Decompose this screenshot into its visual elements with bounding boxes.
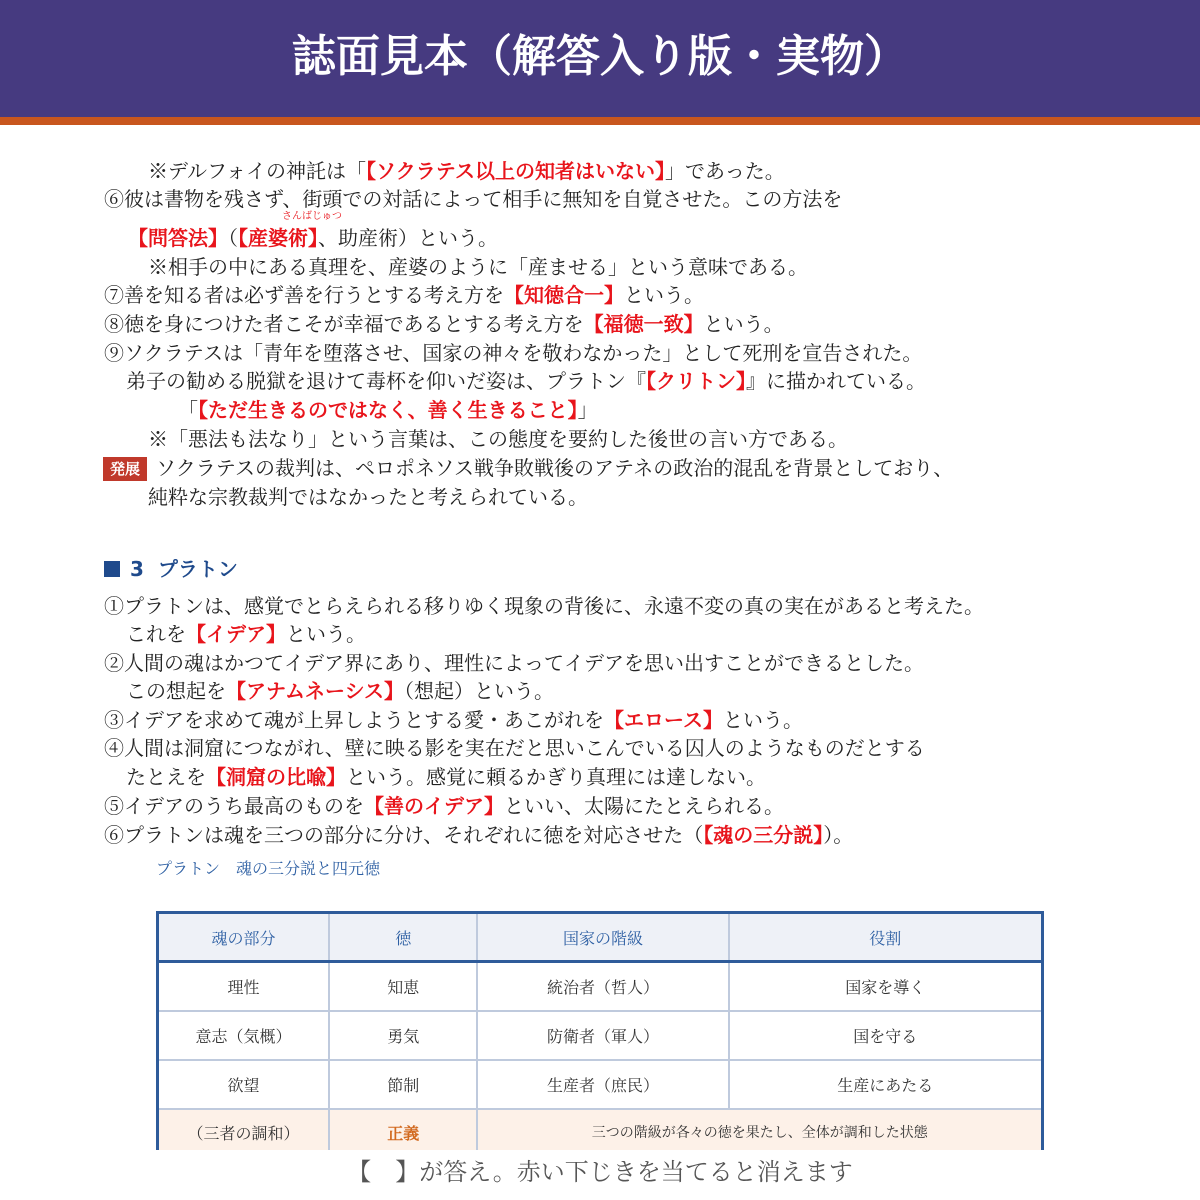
table-cell: 知恵 xyxy=(329,962,477,1012)
table-cell: 生産にあたる xyxy=(729,1060,1043,1109)
text-line: ⑤イデアのうち最高のものを【善のイデア】といい、太陽にたとえられる。 xyxy=(104,794,784,818)
square-bullet-icon xyxy=(104,561,120,577)
text-line: これを【イデア】という。 xyxy=(126,622,366,646)
table-cell: 理性 xyxy=(158,962,329,1012)
harmony-row xyxy=(158,1109,1043,1154)
harmony-note: 三つの階級が各々の徳を果たし、全体が調和した状態 xyxy=(477,1109,1042,1154)
answer: 【エロース】 xyxy=(604,708,723,732)
answer: 【問答法】 xyxy=(128,226,228,250)
header-accent-rule xyxy=(0,117,1200,125)
text-line: ※「悪法も法なり」という言葉は、この態度を要約した後世の言い方である。 xyxy=(148,427,848,451)
text-line: 「【ただ生きるのではなく、善く生きること】」 xyxy=(178,398,598,422)
text-line: ⑧徳を身につけた者こそが幸福であるとする考え方を【福徳一致】という。 xyxy=(104,312,784,336)
table-cell: 節制 xyxy=(329,1060,477,1109)
text-line: ソクラテスの裁判は、ペロポネソス戦争敗戦後のアテネの政治的混乱を背景としており、 xyxy=(156,456,954,480)
column-header: 国家の階級 xyxy=(477,913,728,962)
text-line: ⑥彼は書物を残さず、街頭での対話によって相手に無知を自覚させた。この方法を xyxy=(104,187,843,211)
text-line: ⑨ソクラテスは「青年を堕落させ、国家の神々を敬わなかった」として死刑を宣告された。 xyxy=(104,341,923,365)
table-cell: 欲望 xyxy=(158,1060,329,1109)
text-line: ※相手の中にある真理を、産婆のように「産ませる」という意味である。 xyxy=(148,255,808,279)
answer: 【ただ生きるのではなく、善く生きること】 xyxy=(198,398,578,422)
table-cell: 勇気 xyxy=(329,1011,477,1060)
text-line: 純粋な宗教裁判ではなかったと考えられている。 xyxy=(148,485,588,509)
table-row xyxy=(158,1060,1043,1109)
answer: 【魂の三分説】 xyxy=(703,823,824,847)
answer: 【善のイデア】 xyxy=(364,794,504,818)
text-line: ①プラトンは、感覚でとらえられる移りゆく現象の背後に、永遠不変の真の実在があると考えた。 xyxy=(104,594,984,618)
column-header: 徳 xyxy=(329,913,477,962)
virtue-table xyxy=(156,911,1044,1154)
justice-cell: 正義 xyxy=(329,1109,477,1154)
text-line: ⑦善を知る者は必ず善を行うとする考え方を【知徳合一】という。 xyxy=(104,283,704,307)
text-line: ⑥プラトンは魂を三つの部分に分け、それぞれに徳を対応させた（【魂の三分説】）。 xyxy=(104,823,854,847)
footer-note: 【 】が答え。赤い下じきを当てると消えます xyxy=(0,1150,1200,1200)
answer: 【洞窟の比喩】 xyxy=(206,765,346,789)
answer: 【ソクラテス以上の知者はいない】 xyxy=(366,159,665,183)
column-header: 魂の部分 xyxy=(158,913,329,962)
table-header-row xyxy=(158,913,1043,962)
text-line: 【問答法】（【産婆術】、助産術）という。 xyxy=(128,226,498,250)
column-header: 役割 xyxy=(729,913,1043,962)
answer: 【アナムネーシス】 xyxy=(226,679,404,703)
advanced-badge: 発展 xyxy=(103,457,147,481)
table-row xyxy=(158,1011,1043,1060)
answer: 【クリトン】 xyxy=(646,369,746,393)
text-line: この想起を【アナムネーシス】（想起）という。 xyxy=(126,679,554,703)
table-cell: 生産者（庶民） xyxy=(477,1060,728,1109)
table-cell: 統治者（哲人） xyxy=(477,962,728,1012)
ruby-annotation: さんばじゅつ xyxy=(282,211,342,222)
text-line: 弟子の勧める脱獄を退けて毒杯を仰いだ姿は、プラトン『【クリトン】』に描かれている。 xyxy=(126,369,926,393)
answer: 【イデア】 xyxy=(186,622,286,646)
text-line: ④人間は洞窟につながれ、壁に映る影を実在だと思いこんでいる囚人のようなものだとする xyxy=(104,736,925,760)
table-cell: （三者の調和） xyxy=(158,1109,329,1154)
table-caption: プラトン 魂の三分説と四元徳 xyxy=(156,859,381,878)
text-line: ※デルフォイの神託は「【ソクラテス以上の知者はいない】」であった。 xyxy=(148,159,785,183)
table-cell: 意志（気概） xyxy=(158,1011,329,1060)
text-line: ③イデアを求めて魂が上昇しようとする愛・あこがれを【エロース】という。 xyxy=(104,708,803,732)
answer: 【知徳合一】 xyxy=(504,283,624,307)
table-cell: 国を守る xyxy=(729,1011,1043,1060)
table-cell: 防衛者（軍人） xyxy=(477,1011,728,1060)
text-line: ②人間の魂はかつてイデア界にあり、理性によってイデアを思い出すことができるとした。 xyxy=(104,651,924,675)
answer: 【福徳一致】 xyxy=(583,312,704,336)
table-row xyxy=(158,962,1043,1012)
answer: 【産婆術】 xyxy=(238,226,318,250)
page-title: 誌面見本（解答入り版・実物） xyxy=(292,31,908,82)
text-line: たとえを【洞窟の比喩】という。感覚に頼るかぎり真理には達しない。 xyxy=(126,765,766,789)
section-heading: 3 プラトン xyxy=(104,556,238,582)
table-cell: 国家を導く xyxy=(729,962,1043,1012)
